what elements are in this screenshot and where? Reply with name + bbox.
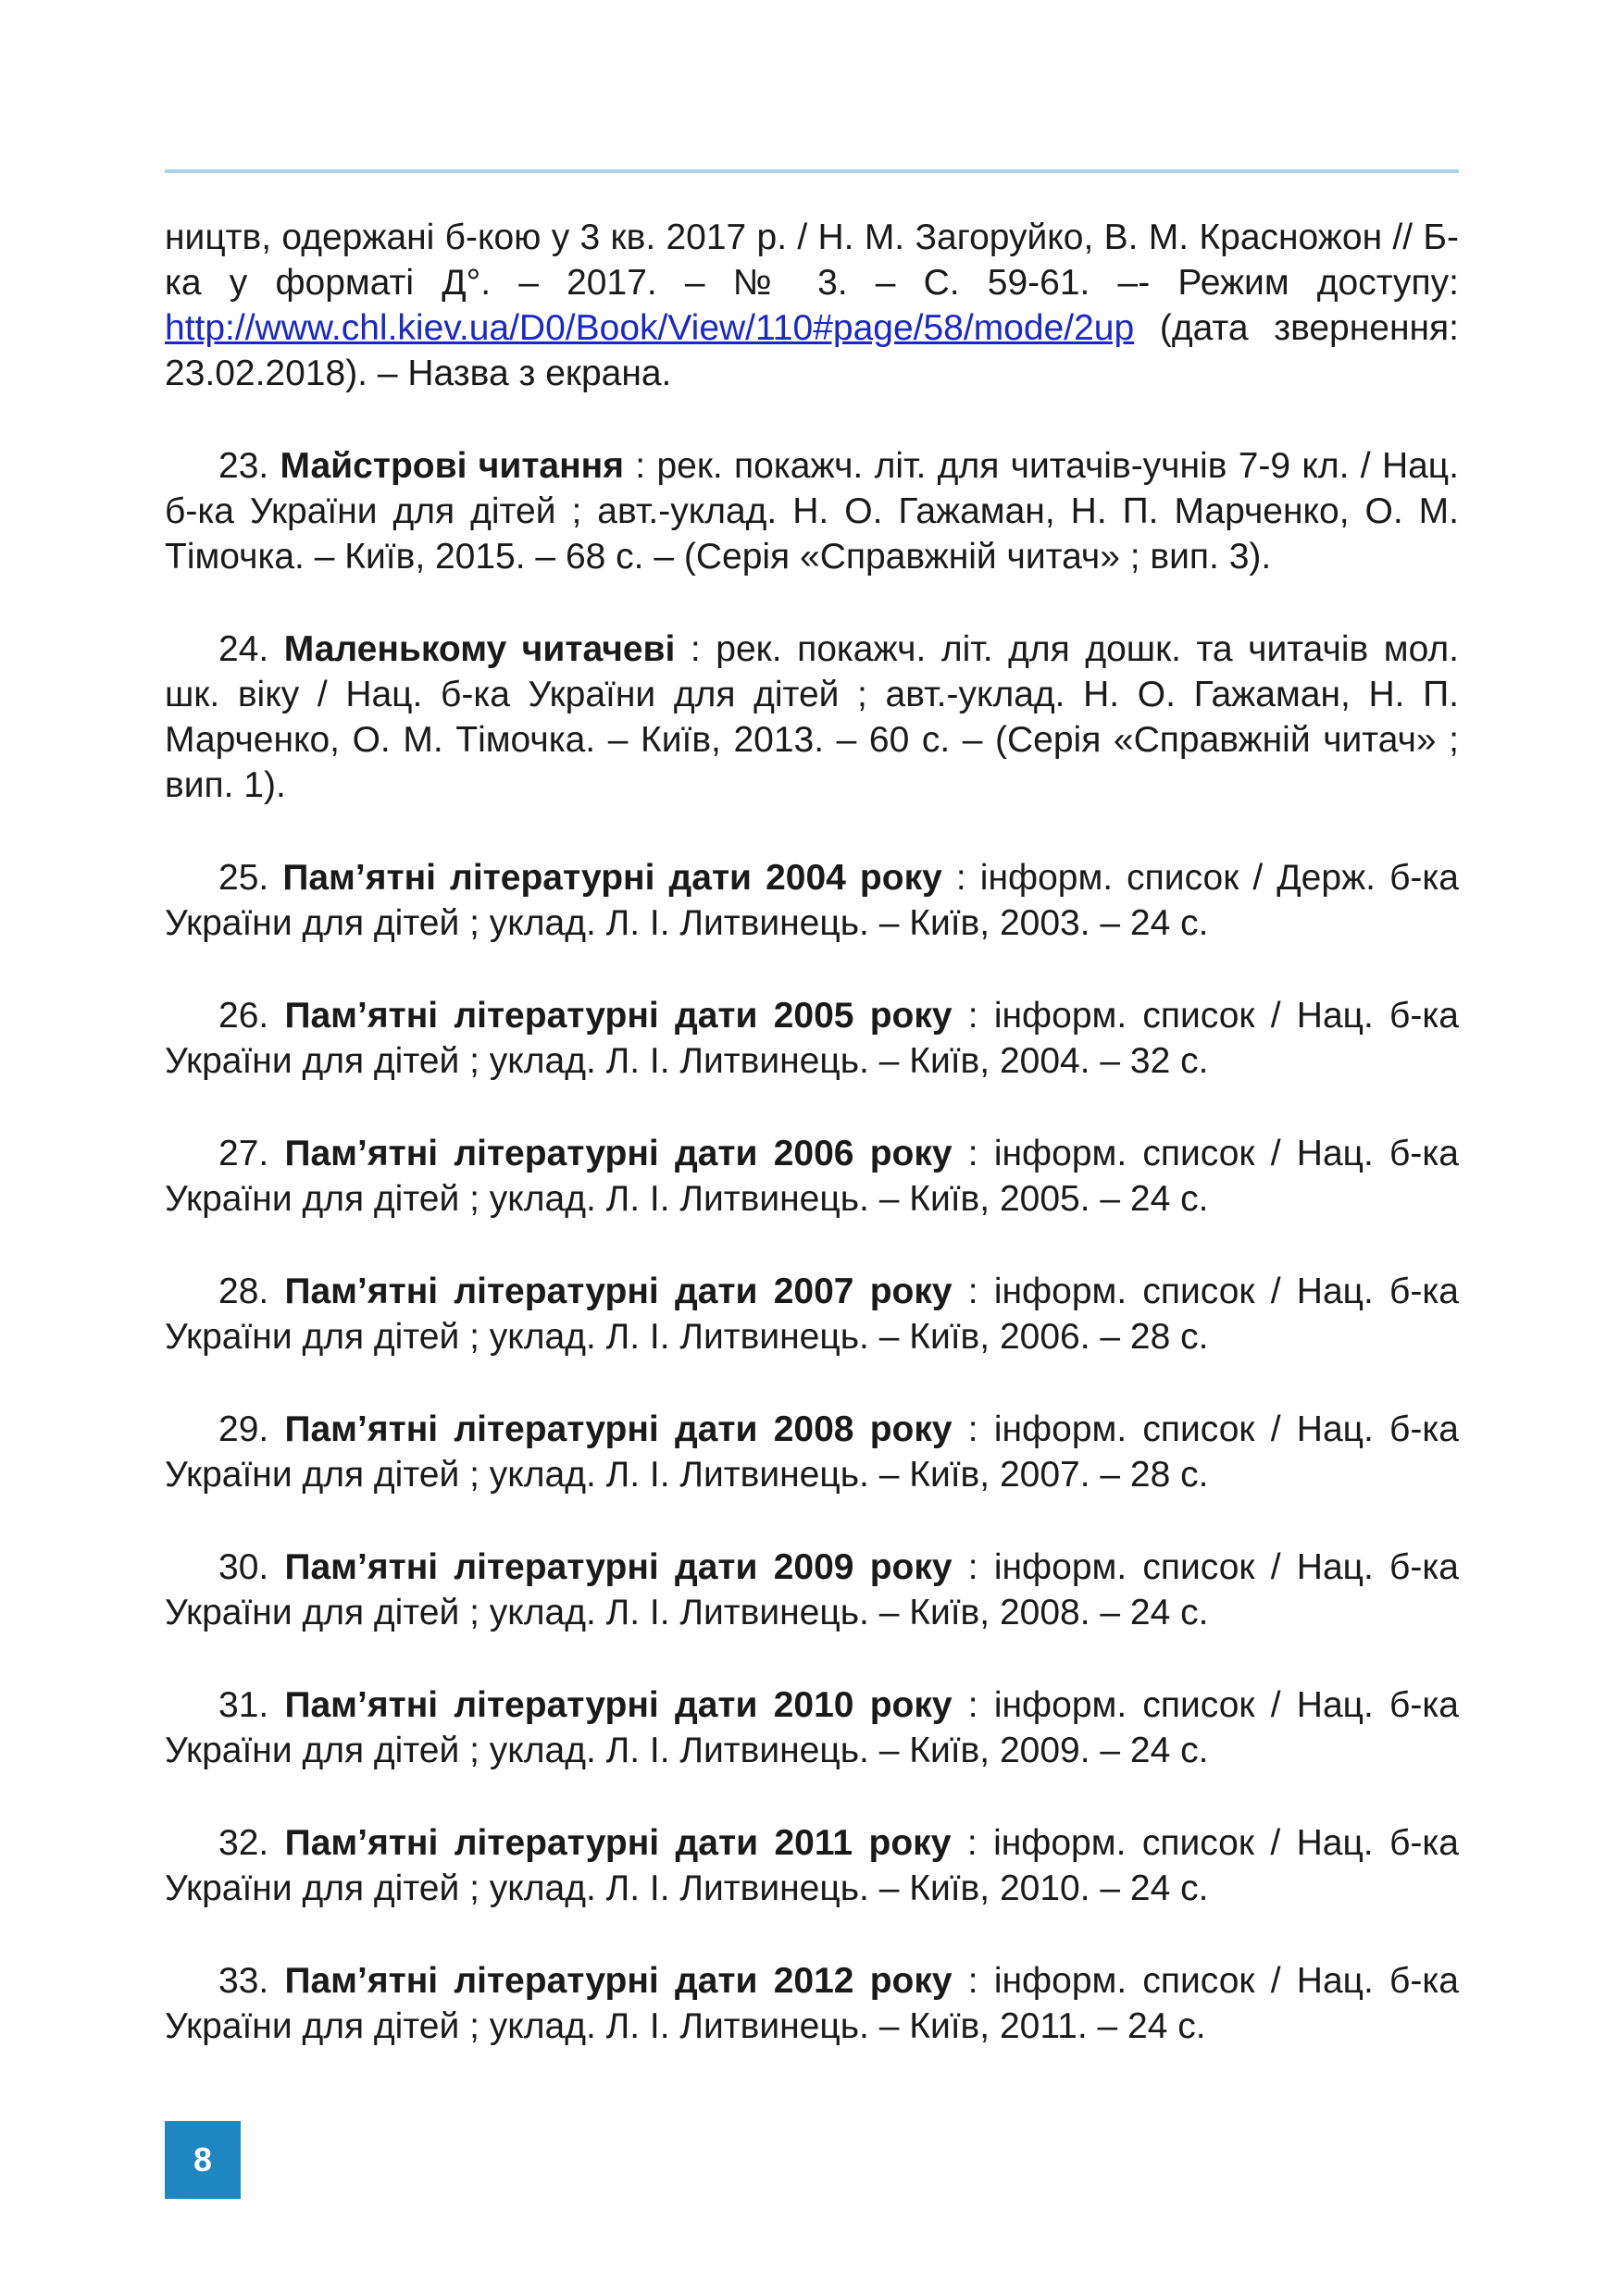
entry-details: : інформ. список / Нац. б-ка України для дітей ; уклад. Л. І. Литвинець. – Київ, 2007. – 28 с. bbox=[165, 1409, 1459, 1495]
entry-details: : інформ. список / Нац. б-ка України для дітей ; уклад. Л. І. Литвинець. – Київ, 2010. – 24 с. bbox=[165, 1823, 1460, 1908]
entry-title: Пам’ятні літературні дати 2004 року bbox=[282, 858, 942, 898]
entry-details: : інформ. список / Нац. б-ка України для дітей ; уклад. Л. І. Литвинець. – Київ, 2008. – 24 с. bbox=[165, 1547, 1459, 1632]
entry-title: Пам’ятні літературні дати 2007 року bbox=[284, 1272, 953, 1311]
entry-29 bbox=[165, 1407, 1459, 1497]
entry-title: Пам’ятні літературні дати 2011 року bbox=[284, 1823, 952, 1863]
entry-details: : рек. покажч. літ. для дошк. та читачів мол. шк. віку / Нац. б-ка України для дітей ; авт.-уклад. Н. О. Гажаман, Н. П. Марченко, О. М. Тімочка. – Київ, 2013. – 60 с. – (Серія «Справжній читач» ; вип. 1). bbox=[165, 629, 1459, 805]
entry-number: 31. bbox=[218, 1685, 269, 1725]
entry-number: 25. bbox=[218, 858, 269, 898]
entry-number: 23. bbox=[218, 446, 269, 486]
page-number-badge bbox=[165, 2121, 241, 2199]
entry-25 bbox=[165, 855, 1459, 946]
entry-details: : інформ. список / Нац. б-ка України для дітей ; уклад. Л. І. Литвинець. – Київ, 2005. – 24 с. bbox=[165, 1134, 1459, 1219]
continuation-text-before: ництв, одержані б-кою у 3 кв. 2017 р. / Н. М. Загоруйко, В. М. Красножон // Б-ка у форматі Д°. – 2017. – № 3. – С. 59-61. –- Режим доступу: bbox=[165, 217, 1459, 303]
entry-details: : інформ. список / Держ. б-ка України для дітей ; уклад. Л. І. Литвинець. – Київ, 2003. – 24 с. bbox=[165, 858, 1460, 943]
header-rule bbox=[165, 169, 1459, 173]
entry-title: Пам’ятні літературні дати 2006 року bbox=[284, 1134, 953, 1173]
entry-title: Пам’ятні літературні дати 2008 року bbox=[284, 1409, 953, 1449]
page-number: 8 bbox=[193, 2141, 213, 2178]
entry-number: 30. bbox=[218, 1547, 269, 1587]
entry-number: 24. bbox=[218, 629, 269, 669]
continuation-paragraph bbox=[165, 215, 1459, 396]
entry-details: : інформ. список / Нац. б-ка України для дітей ; уклад. Л. І. Литвинець. – Київ, 2011. – 24 с. bbox=[165, 1961, 1459, 2046]
entry-title: Пам’ятні літературні дати 2012 року bbox=[284, 1961, 953, 2001]
entry-title: Пам’ятні літературні дати 2005 року bbox=[284, 996, 953, 1036]
bibliography-list bbox=[165, 215, 1459, 2096]
entry-23 bbox=[165, 443, 1459, 579]
entry-24 bbox=[165, 627, 1459, 808]
entry-title: Маленькому читачеві bbox=[283, 629, 676, 669]
entry-details: : інформ. список / Нац. б-ка України для дітей ; уклад. Л. І. Литвинець. – Київ, 2004. – 32 с. bbox=[165, 996, 1459, 1081]
entry-number: 33. bbox=[218, 1961, 269, 2001]
entry-number: 29. bbox=[218, 1409, 269, 1449]
entry-26 bbox=[165, 993, 1459, 1084]
entry-number: 28. bbox=[218, 1272, 269, 1311]
entry-details: : рек. покажч. літ. для читачів-учнів 7-9 кл. / Нац. б-ка України для дітей ; авт.-уклад. Н. О. Гажаман, Н. П. Марченко, О. М. Тімочка. – Київ, 2015. – 68 с. – (Серія «Справжній читач» ; вип. 3). bbox=[165, 446, 1459, 577]
entry-27 bbox=[165, 1131, 1459, 1222]
entry-number: 26. bbox=[218, 996, 269, 1036]
entry-title: Пам’ятні літературні дати 2009 року bbox=[284, 1547, 953, 1587]
entry-33 bbox=[165, 1958, 1459, 2049]
access-link[interactable]: http://www.chl.kiev.ua/D0/Book/View/110#page/58/mode/2up bbox=[165, 308, 1135, 348]
entry-details: : інформ. список / Нац. б-ка України для дітей ; уклад. Л. І. Литвинець. – Київ, 2006. – 28 с. bbox=[165, 1272, 1459, 1357]
entry-28 bbox=[165, 1269, 1459, 1359]
entry-31 bbox=[165, 1682, 1459, 1773]
continuation-text-after: (дата звернення: 23.02.2018). – Назва з екрана. bbox=[165, 308, 1459, 393]
entry-title: Майстрові читання bbox=[280, 446, 624, 486]
entry-32 bbox=[165, 1820, 1459, 1911]
entry-30 bbox=[165, 1545, 1459, 1635]
entry-number: 32. bbox=[218, 1823, 269, 1863]
entry-details: : інформ. список / Нац. б-ка України для дітей ; уклад. Л. І. Литвинець. – Київ, 2009. – 24 с. bbox=[165, 1685, 1459, 1770]
entry-title: Пам’ятні літературні дати 2010 року bbox=[284, 1685, 953, 1725]
entry-number: 27. bbox=[218, 1134, 269, 1173]
